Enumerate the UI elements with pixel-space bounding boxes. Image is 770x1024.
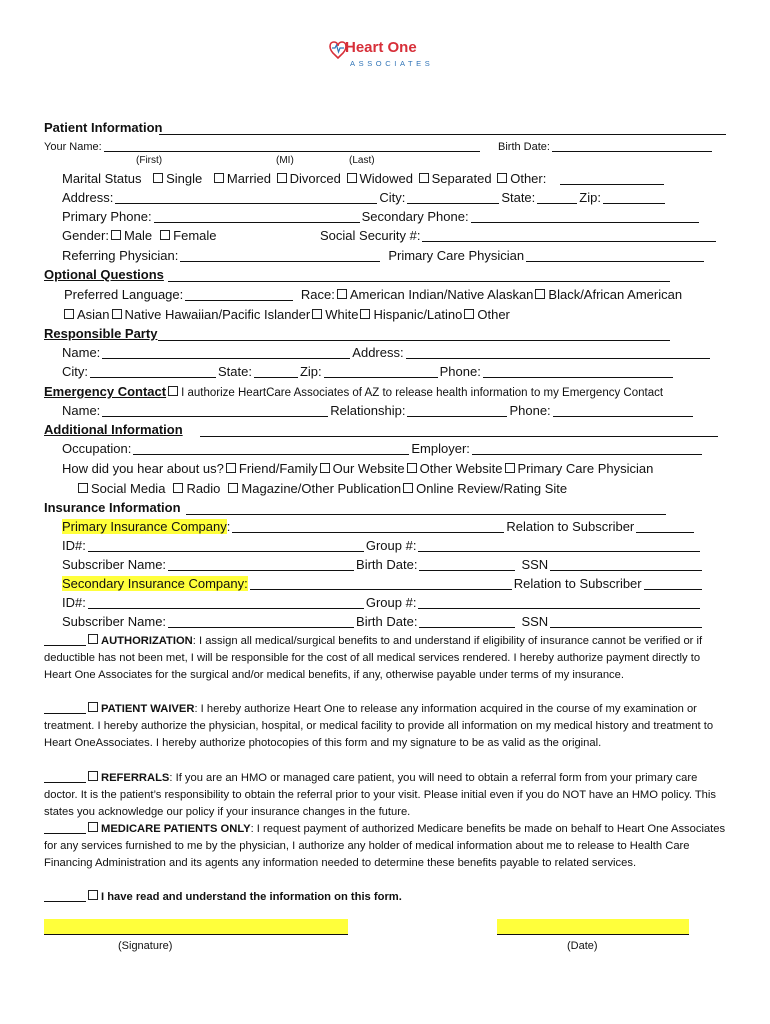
other-website-label: Other Website xyxy=(419,461,503,476)
birth-date-field[interactable] xyxy=(552,138,712,152)
name-row xyxy=(44,138,482,155)
read-text: I have read and understand the information on this form. xyxy=(101,891,402,903)
website-checkbox[interactable] xyxy=(320,463,330,473)
secondary-sub-row xyxy=(62,613,704,630)
hear-row-2 xyxy=(76,480,567,497)
group-label: Group #: xyxy=(365,538,417,553)
asian-checkbox[interactable] xyxy=(64,309,74,319)
heading-rule xyxy=(168,281,670,282)
authorization-title: AUTHORIZATION xyxy=(101,635,193,647)
signature-field[interactable] xyxy=(44,919,348,934)
online-label: Online Review/Rating Site xyxy=(416,481,568,496)
referrals-paragraph xyxy=(44,769,726,821)
race-label: Race: xyxy=(300,287,335,302)
hear-pcp-label: Primary Care Physician xyxy=(517,461,654,476)
address-row xyxy=(62,189,667,206)
widowed-checkbox[interactable] xyxy=(347,173,357,183)
social-label: Social Media xyxy=(91,481,166,496)
em-relationship-label: Relationship: xyxy=(330,403,406,418)
emergency-authorize-label: I authorize HeartCare Associates of AZ to release health information to my Emergency Contact xyxy=(181,387,664,399)
emergency-heading: Emergency Contact xyxy=(44,384,167,399)
resp-name-row xyxy=(62,344,712,361)
married-checkbox[interactable] xyxy=(214,173,224,183)
employer-label: Employer: xyxy=(411,441,470,456)
state-label: State: xyxy=(501,190,536,205)
resp-zip-field[interactable] xyxy=(324,364,438,378)
medicare-paragraph xyxy=(44,820,726,872)
medicare-initials[interactable] xyxy=(44,820,86,834)
separated-label: Separated xyxy=(431,171,492,186)
resp-phone-label: Phone: xyxy=(439,364,481,379)
language-field[interactable] xyxy=(185,287,293,301)
other-website-checkbox[interactable] xyxy=(407,463,417,473)
asian-label: Asian xyxy=(77,307,110,322)
secondary-id-row xyxy=(62,594,702,611)
female-label: Female xyxy=(173,228,217,243)
divorced-checkbox[interactable] xyxy=(277,173,287,183)
social-checkbox[interactable] xyxy=(78,483,88,493)
read-initials[interactable] xyxy=(44,888,86,902)
name-field[interactable] xyxy=(104,138,480,152)
hear-row xyxy=(62,460,653,477)
sec-relation-label: Relation to Subscriber xyxy=(513,576,642,591)
authorization-paragraph xyxy=(44,632,726,684)
other-checkbox[interactable] xyxy=(497,173,507,183)
single-label: Single xyxy=(166,171,203,186)
medicare-title: MEDICARE PATIENTS ONLY xyxy=(101,823,251,835)
hispanic-checkbox[interactable] xyxy=(360,309,370,319)
logo-sub: ASSOCIATES xyxy=(350,59,434,68)
language-label: Preferred Language: xyxy=(64,287,184,302)
last-hint: (Last) xyxy=(349,155,375,166)
occupation-field[interactable] xyxy=(133,441,409,455)
sub-ssn-label: SSN xyxy=(521,557,549,572)
other-race-label: Other xyxy=(477,307,510,322)
city-field[interactable] xyxy=(407,190,499,204)
resp-address-label: Address: xyxy=(352,345,404,360)
authorization-text: : I assign all medical/surgical benefits to and understand if eligibility of insurance cannot be verified or if deductible has not been met, I will be responsible for the cost of all medical services rendered. I hereby authorize payment directly to Heart One Associates for the surgical and/or medical benefits, if any, otherwise payable under terms of my insurance. xyxy=(44,635,703,681)
resp-zip-label: Zip: xyxy=(299,364,322,379)
emergency-authorize-checkbox[interactable] xyxy=(168,386,178,396)
female-checkbox[interactable] xyxy=(160,230,170,240)
friend-label: Friend/Family xyxy=(238,461,318,476)
relation-label: Relation to Subscriber xyxy=(506,519,635,534)
sub-birth-field[interactable] xyxy=(419,557,515,571)
radio-checkbox[interactable] xyxy=(173,483,183,493)
primary-phone-label: Primary Phone: xyxy=(62,209,152,224)
sec-group-label: Group #: xyxy=(365,595,417,610)
waiver-text: : I hereby authorize Heart One to release any information acquired in the course of my examination or treatment. I hereby authorize the physician, hospital, or medical facility to provide all information on my medical history and treatment to Heart OneAssociates. I hereby authorize photocopies of this form and my signature to be as valid as the original. xyxy=(44,703,714,749)
address-field[interactable] xyxy=(115,190,377,204)
resp-address-field[interactable] xyxy=(406,345,710,359)
name-label: Your Name: xyxy=(44,141,102,153)
medicare-checkbox[interactable] xyxy=(88,822,98,832)
heart-one-logo xyxy=(326,34,434,74)
city-label: City: xyxy=(379,190,406,205)
em-name-field[interactable] xyxy=(102,403,328,417)
signature-label: (Signature) xyxy=(118,940,173,952)
primary-insurance-label: Primary Insurance Company xyxy=(62,519,227,534)
secondary-insurance-label: Secondary Insurance Company: xyxy=(62,576,248,591)
referrals-title: REFERRALS xyxy=(101,772,170,784)
race-row-2 xyxy=(62,306,510,323)
waiver-title: PATIENT WAIVER xyxy=(101,703,195,715)
em-relationship-field[interactable] xyxy=(407,403,507,417)
resp-city-field[interactable] xyxy=(90,364,216,378)
other-field[interactable] xyxy=(560,171,664,185)
additional-heading: Additional Information xyxy=(44,422,183,437)
emergency-row xyxy=(44,383,663,402)
read-paragraph xyxy=(44,888,726,906)
date-label: (Date) xyxy=(567,940,598,952)
referring-field[interactable] xyxy=(180,248,380,262)
zip-field[interactable] xyxy=(603,190,665,204)
birth-row xyxy=(498,138,714,155)
primary-insurance-colon: : xyxy=(226,519,231,534)
resp-city-row xyxy=(62,363,675,380)
primary-phone-field[interactable] xyxy=(154,209,360,223)
waiver-paragraph xyxy=(44,700,726,752)
sec-birth-field[interactable] xyxy=(419,614,515,628)
waiver-initials[interactable] xyxy=(44,700,86,714)
secondary-ins-row xyxy=(62,575,704,592)
primary-insurance-field[interactable] xyxy=(232,519,504,533)
read-checkbox[interactable] xyxy=(88,890,98,900)
occupation-label: Occupation: xyxy=(62,441,132,456)
phone-row xyxy=(62,208,701,225)
heading-rule xyxy=(200,436,718,437)
em-phone-label: Phone: xyxy=(509,403,551,418)
sec-subscriber-label: Subscriber Name: xyxy=(62,614,167,629)
id-field[interactable] xyxy=(88,538,364,552)
referrals-initials[interactable] xyxy=(44,769,86,783)
radio-label: Radio xyxy=(186,481,221,496)
subscriber-label: Subscriber Name: xyxy=(62,557,167,572)
nhpi-checkbox[interactable] xyxy=(112,309,122,319)
logo-brand: Heart One xyxy=(345,39,417,56)
patient-info-heading: Patient Information xyxy=(44,120,163,135)
sub-ssn-field[interactable] xyxy=(550,557,702,571)
black-checkbox[interactable] xyxy=(535,289,545,299)
referring-row xyxy=(62,247,706,264)
sec-birth-label: Birth Date: xyxy=(356,614,418,629)
male-label: Male xyxy=(123,228,153,243)
sec-subscriber-field[interactable] xyxy=(168,614,354,628)
employer-field[interactable] xyxy=(472,441,702,455)
divorced-label: Divorced xyxy=(289,171,341,186)
first-hint: (First) xyxy=(136,155,163,166)
ssn-field[interactable] xyxy=(422,228,716,242)
emergency-name-row xyxy=(62,402,695,419)
em-phone-field[interactable] xyxy=(553,403,693,417)
waiver-checkbox[interactable] xyxy=(88,702,98,712)
insurance-heading: Insurance Information xyxy=(44,500,181,515)
male-checkbox[interactable] xyxy=(111,230,121,240)
pcp-field[interactable] xyxy=(526,248,704,262)
gender-label: Gender: xyxy=(62,228,109,243)
optional-heading: Optional Questions xyxy=(44,267,164,282)
aian-checkbox[interactable] xyxy=(337,289,347,299)
primary-ins-row xyxy=(62,518,696,535)
married-label: Married xyxy=(226,171,271,186)
date-field[interactable] xyxy=(497,919,689,934)
resp-name-field[interactable] xyxy=(102,345,350,359)
aian-label: American Indian/Native Alaskan xyxy=(349,287,534,302)
sec-relation-field[interactable] xyxy=(644,576,702,590)
other-race-checkbox[interactable] xyxy=(464,309,474,319)
sub-birth-label: Birth Date: xyxy=(356,557,418,572)
resp-city-label: City: xyxy=(62,364,88,379)
sec-ssn-field[interactable] xyxy=(550,614,702,628)
primary-id-row xyxy=(62,537,702,554)
online-checkbox[interactable] xyxy=(403,483,413,493)
relation-field[interactable] xyxy=(636,519,694,533)
marital-row xyxy=(62,170,666,187)
responsible-heading: Responsible Party xyxy=(44,326,158,341)
secondary-phone-field[interactable] xyxy=(471,209,699,223)
white-checkbox[interactable] xyxy=(312,309,322,319)
sec-group-field[interactable] xyxy=(418,595,700,609)
secondary-insurance-field[interactable] xyxy=(250,576,512,590)
ssn-label: Social Security #: xyxy=(320,228,421,243)
language-row xyxy=(64,286,682,303)
medicare-text: : I request payment of authorized Medicare benefits be made on behalf to Heart One Associates for any services furnished to me by the physician, I authorize any holder of medical information about me to release to Health Care Financing Administration and its agents any information needed to determine these benefits payable to related services. xyxy=(44,823,726,869)
website-label: Our Website xyxy=(332,461,405,476)
gender-row xyxy=(62,227,217,244)
secondary-phone-label: Secondary Phone: xyxy=(361,209,469,224)
magazine-label: Magazine/Other Publication xyxy=(241,481,402,496)
zip-label: Zip: xyxy=(579,190,601,205)
mi-hint: (MI) xyxy=(276,155,294,166)
id-label: ID#: xyxy=(62,538,86,553)
sec-id-label: ID#: xyxy=(62,595,86,610)
widowed-label: Widowed xyxy=(359,171,413,186)
heading-rule xyxy=(158,340,670,341)
resp-name-label: Name: xyxy=(62,345,101,360)
single-checkbox[interactable] xyxy=(153,173,163,183)
pcp-checkbox[interactable] xyxy=(505,463,515,473)
referrals-checkbox[interactable] xyxy=(88,771,98,781)
signature-line xyxy=(44,934,348,935)
pcp-label: Primary Care Physician xyxy=(388,248,525,263)
heading-rule xyxy=(159,134,726,135)
friend-checkbox[interactable] xyxy=(226,463,236,473)
black-label: Black/African American xyxy=(548,287,683,302)
resp-phone-field[interactable] xyxy=(483,364,673,378)
referring-label: Referring Physician: xyxy=(62,248,179,263)
group-field[interactable] xyxy=(418,538,700,552)
subscriber-field[interactable] xyxy=(168,557,354,571)
address-label: Address: xyxy=(62,190,114,205)
referrals-text: : If you are an HMO or managed care patient, you will need to obtain a referral form from your primary care doctor. It is the patient’s responsibility to obtain the referral prior to your visit. Please initial even if you do NOT have an HMO policy. This states you acknowledge our policy if your insurance changes in the future. xyxy=(44,772,716,818)
hear-label: How did you hear about us? xyxy=(62,461,224,476)
birth-date-label: Birth Date: xyxy=(498,141,550,153)
white-label: White xyxy=(325,307,359,322)
magazine-checkbox[interactable] xyxy=(228,483,238,493)
sec-ssn-label: SSN xyxy=(521,614,549,629)
occupation-row xyxy=(62,440,704,457)
heading-rule xyxy=(186,514,666,515)
sec-id-field[interactable] xyxy=(88,595,364,609)
authorization-initials[interactable] xyxy=(44,632,86,646)
authorization-checkbox[interactable] xyxy=(88,634,98,644)
state-field[interactable] xyxy=(537,190,577,204)
marital-label: Marital Status xyxy=(62,171,142,186)
resp-state-field[interactable] xyxy=(254,364,298,378)
date-line xyxy=(497,934,689,935)
other-label: Other: xyxy=(510,171,547,186)
resp-state-label: State: xyxy=(218,364,252,379)
primary-sub-row xyxy=(62,556,704,573)
em-name-label: Name: xyxy=(62,403,101,418)
separated-checkbox[interactable] xyxy=(419,173,429,183)
hispanic-label: Hispanic/Latino xyxy=(373,307,463,322)
ssn-row xyxy=(320,227,718,244)
nhpi-label: Native Hawaiian/Pacific Islander xyxy=(124,307,311,322)
